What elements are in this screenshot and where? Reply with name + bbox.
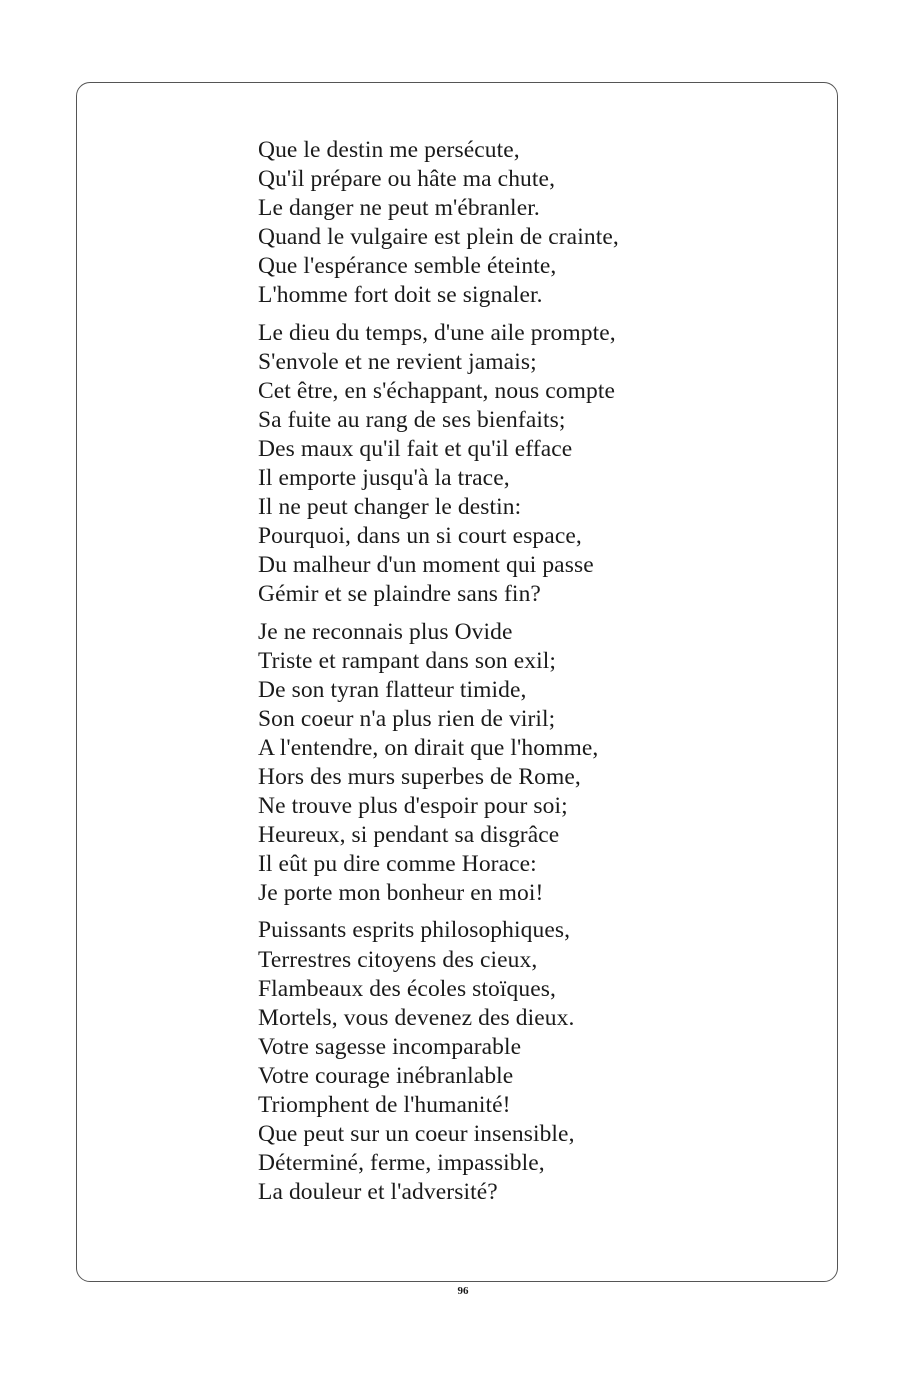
poem-line: Mortels, vous devenez des dieux. (258, 1004, 575, 1031)
page-number: 96 (457, 1285, 469, 1297)
poem-line: Pourquoi, dans un si court espace, (258, 523, 582, 550)
poem-line: Des maux qu'il fait et qu'il efface (258, 435, 573, 462)
poem-line: Votre sagesse incomparable (258, 1033, 522, 1060)
poem-line: Que l'espérance semble éteinte, (258, 253, 557, 280)
poem-line: Triomphent de l'humanité! (258, 1092, 511, 1118)
poem-line: Terrestres citoyens des cieux, (258, 946, 538, 973)
poem-line: De son tyran flatteur timide, (258, 676, 527, 703)
stanza-2 (258, 319, 758, 610)
poem-line: Heureux, si pendant sa disgrâce (258, 822, 560, 849)
poem-line: La douleur et l'adversité? (258, 1179, 498, 1206)
poem-line: Je ne reconnais plus Ovide (258, 618, 513, 645)
poem-line: L'homme fort doit se signaler. (258, 282, 543, 309)
poem-line: Le danger ne peut m'ébranler. (258, 195, 540, 222)
stanza-1 (258, 136, 758, 311)
poem-line: Qu'il prépare ou hâte ma chute, (258, 166, 556, 193)
poem-line: Flambeaux des écoles stoïques, (258, 975, 556, 1002)
poem-line: Son coeur n'a plus rien de viril; (258, 705, 556, 732)
poem-line: Déterminé, ferme, impassible, (258, 1150, 545, 1177)
poem (258, 136, 758, 1215)
poem-line: Que peut sur un coeur insensible, (258, 1121, 575, 1148)
poem-line: Il eût pu dire comme Horace: (258, 851, 537, 878)
poem-line: S'envole et ne revient jamais; (258, 348, 537, 375)
poem-line: Sa fuite au rang de ses bienfaits; (258, 406, 566, 433)
poem-line: Ne trouve plus d'espoir pour soi; (258, 793, 568, 820)
poem-line: Puissants esprits philosophiques, (258, 917, 571, 944)
poem-line: Votre courage inébranlable (258, 1062, 514, 1089)
stanza-3 (258, 618, 758, 909)
poem-line: Gémir et se plaindre sans fin? (258, 581, 541, 608)
poem-line: Hors des murs superbes de Rome, (258, 763, 581, 790)
poem-line: Le dieu du temps, d'une aile prompte, (258, 319, 616, 346)
stanza-4 (258, 916, 758, 1207)
poem-line: Il ne peut changer le destin: (258, 494, 522, 521)
poem-line: Que le destin me persécute, (258, 137, 520, 163)
poem-line: A l'entendre, on dirait que l'homme, (258, 734, 599, 761)
poem-line: Je porte mon bonheur en moi! (258, 880, 544, 907)
poem-line: Cet être, en s'échappant, nous compte (258, 377, 616, 404)
poem-line: Triste et rampant dans son exil; (258, 647, 557, 674)
poem-line: Du malheur d'un moment qui passe (258, 552, 594, 579)
poem-line: Il emporte jusqu'à la trace, (258, 465, 510, 492)
poem-line: Quand le vulgaire est plein de crainte, (258, 224, 619, 251)
